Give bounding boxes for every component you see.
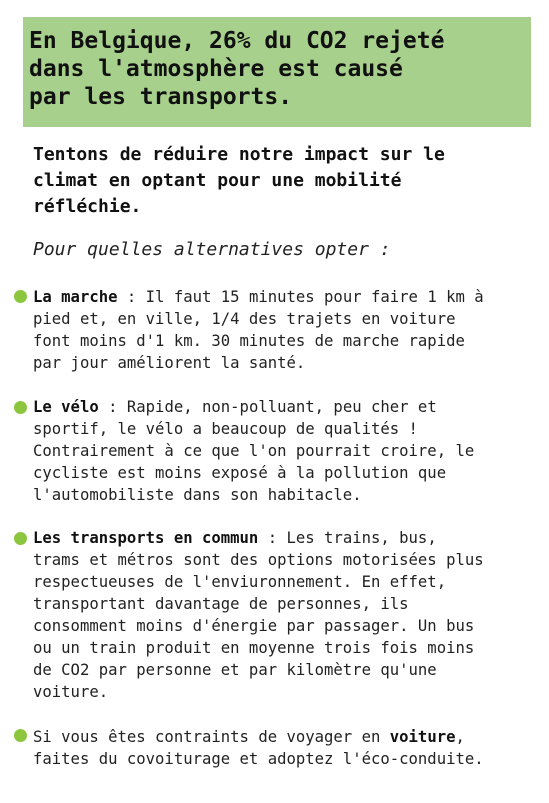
- list-item-walking: [14, 286, 544, 374]
- item-text: La marche : Il faut 15 minutes pour faire 1 km à pied et, en ville, 1/4 des trajets en voiture font moins d'1 km. 30 minutes de marche rapide par jour améliorent la santé.: [33, 288, 484, 372]
- item-body: Il faut 15 minutes pour faire 1 km à pied et, en ville, 1/4 des trajets en voiture font moins d'1 km. 30 minutes de marche rapide par jour améliorent la santé.: [33, 288, 484, 372]
- bullet-icon: [14, 290, 27, 303]
- question-text: Pour quelles alternatives opter :: [33, 239, 391, 260]
- item-title: La marche: [33, 288, 118, 306]
- item-bold-word: voiture: [389, 728, 456, 746]
- list-item-bike: [14, 396, 544, 506]
- item-title: Le vélo: [33, 398, 99, 416]
- item-text: Le vélo : Rapide, non-polluant, peu cher et sportif, le vélo a beaucoup de qualités ! Contrairement à ce que l'on pourrait croire, le cycliste est moins exposé à la pollution que l'automobiliste dans son habitacle.: [33, 398, 475, 504]
- item-title: Les transports en commun: [33, 529, 259, 547]
- list-item-public-transport: [14, 527, 544, 703]
- list-item-car: [14, 726, 544, 770]
- headline: En Belgique, 26% du CO2 rejeté dans l'atmosphère est causé par les transports.: [29, 28, 445, 110]
- item-text: Si vous êtes contraints de voyager en voiture, faites du covoiturage et adoptez l'éco-conduite.: [33, 728, 484, 768]
- item-body: Rapide, non-polluant, peu cher et sportif, le vélo a beaucoup de qualités ! Contrairement à ce que l'on pourrait croire, le cycliste est moins exposé à la pollution que l'automobiliste dans son habitacle.: [33, 398, 475, 504]
- bullet-icon: [14, 729, 27, 742]
- bullet-icon: [14, 401, 27, 414]
- bullet-icon: [14, 532, 27, 545]
- item-body: Les trains, bus, trams et métros sont des options motorisées plus respectueuses de l'enviuronnement. En effet, transportant davantage de personnes, ils consomment moins d'énergie par passager. Un bus ou un train produit en moyenne trois fois moins de CO2 par personne et par kilomètre qu'une voiture.: [33, 529, 484, 701]
- intro-text: Tentons de réduire notre impact sur le climat en optant pour une mobilité réfléchie.: [33, 144, 445, 217]
- item-text: Les transports en commun : Les trains, bus, trams et métros sont des options motorisées plus respectueuses de l'enviuronnement. En effet, transportant davantage de personnes, ils consomment moins d'énergie par passager. Un bus ou un train produit en moyenne trois fois moins de CO2 par personne et par kilomètre qu'une voiture.: [33, 529, 484, 701]
- headline-box: [23, 17, 531, 127]
